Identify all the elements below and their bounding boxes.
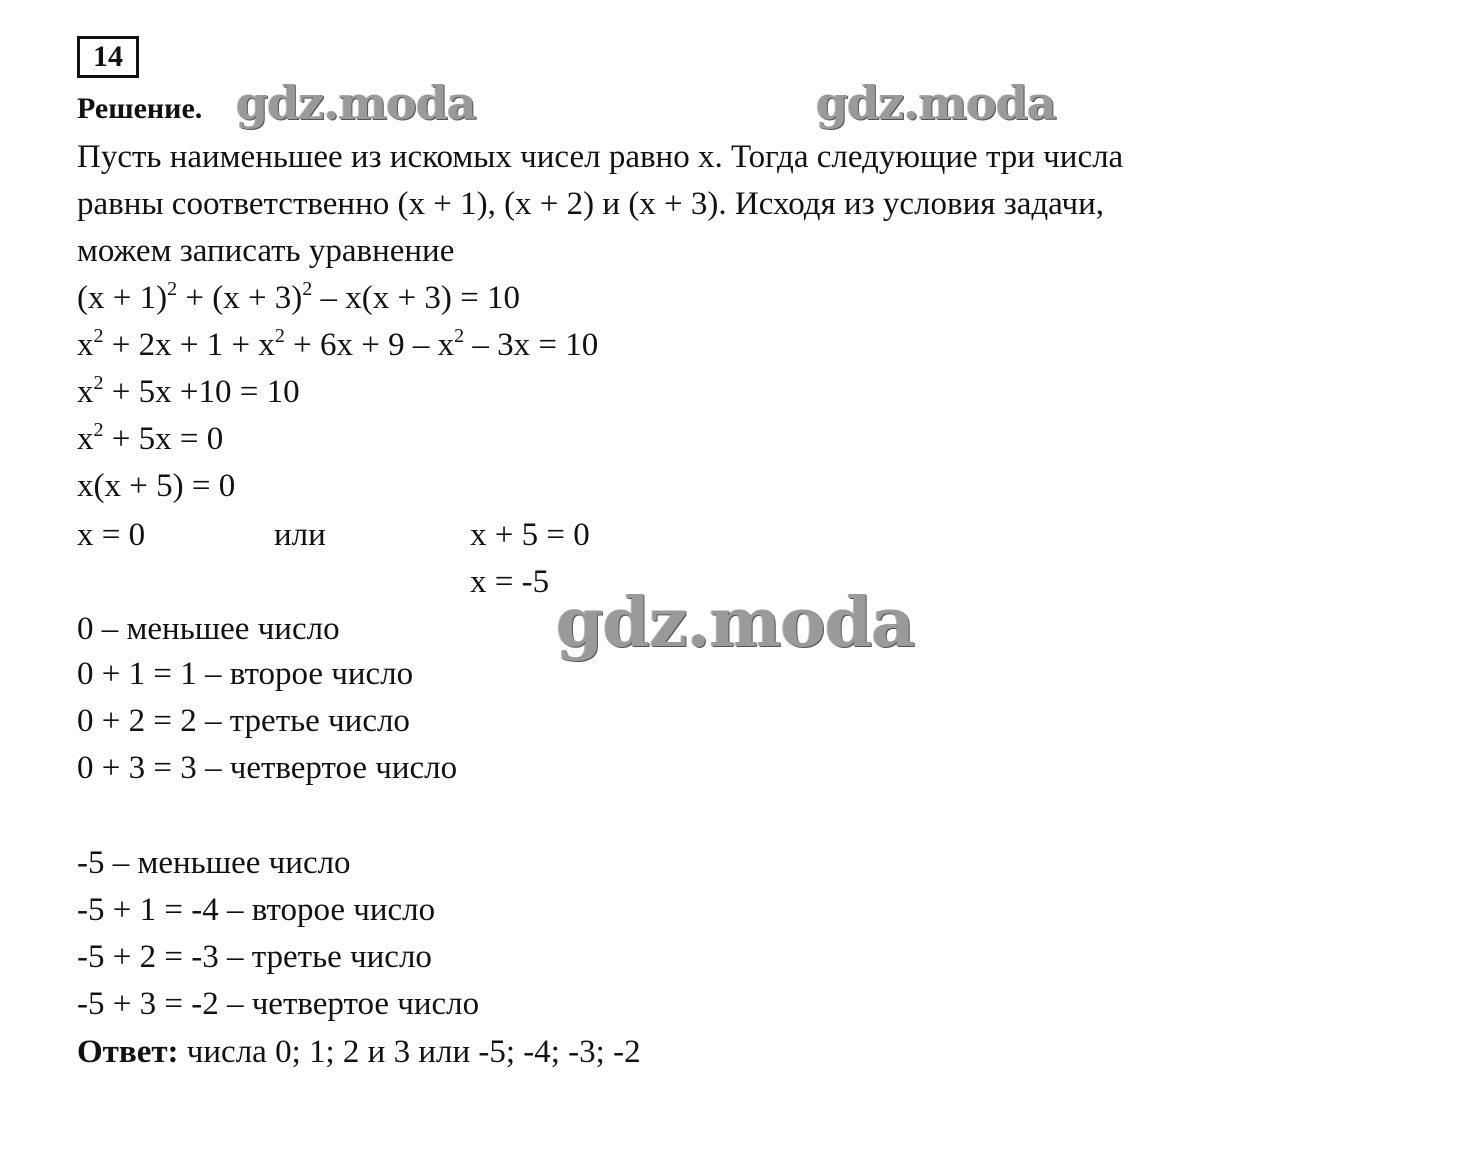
root-left: х = 0 xyxy=(77,517,146,553)
eq4-exp: 2 xyxy=(93,419,104,441)
eq3-exp: 2 xyxy=(93,372,104,394)
eq4-part-2: + 5х = 0 xyxy=(103,421,224,457)
case1-line-1: 0 – меньшее число xyxy=(77,611,340,647)
equation-4 xyxy=(77,419,224,457)
eq3-part-2: + 5х +10 = 10 xyxy=(103,374,300,410)
intro-line-3: можем записать уравнение xyxy=(77,233,455,269)
equation-2 xyxy=(77,325,599,363)
eq4-part-1: х xyxy=(77,421,94,457)
equation-3 xyxy=(77,372,300,410)
eq2-exp-1: 2 xyxy=(93,325,104,347)
intro-line-1: Пусть наименьшее из искомых чисел равно х. Тогда следующие три числа xyxy=(77,139,1124,175)
eq1-exp-a: 2 xyxy=(167,278,178,300)
intro-line-2: равны соответственно (х + 1), (х + 2) и (х + 3). Исходя из условия задачи, xyxy=(77,186,1104,222)
root-right-1: х + 5 = 0 xyxy=(470,517,590,553)
eq1-term-c: – х(х + 3) = 10 xyxy=(312,280,520,316)
problem-number: 14 xyxy=(77,36,139,78)
case1-line-4: 0 + 3 = 3 – четвертое число xyxy=(77,750,458,786)
eq3-part-1: х xyxy=(77,374,94,410)
root-or: или xyxy=(274,517,326,553)
eq2-part-2: + 2х + 1 + х xyxy=(103,327,275,363)
watermark-1: gdz.moda xyxy=(236,76,476,130)
equation-1 xyxy=(77,278,520,316)
case2-line-2: -5 + 1 = -4 – второе число xyxy=(77,892,436,928)
case2-line-4: -5 + 3 = -2 – четвертое число xyxy=(77,986,480,1022)
answer-line xyxy=(77,1036,641,1069)
eq2-part-3: + 6х + 9 – х xyxy=(284,327,455,363)
equation-5: х(х + 5) = 0 xyxy=(77,468,236,504)
case2-line-1: -5 – меньшее число xyxy=(77,845,351,881)
eq1-exp-b: 2 xyxy=(302,278,313,300)
case1-line-3: 0 + 2 = 2 – третье число xyxy=(77,703,410,739)
eq2-exp-3: 2 xyxy=(454,325,465,347)
solution-heading: Решение. xyxy=(77,92,203,125)
case1-line-2: 0 + 1 = 1 – второе число xyxy=(77,656,414,692)
watermark-3: gdz.moda xyxy=(556,583,915,663)
eq1-term-b: + (х + 3) xyxy=(177,280,303,316)
root-right-2: х = -5 xyxy=(470,564,550,600)
case2-line-3: -5 + 2 = -3 – третье число xyxy=(77,939,432,975)
eq2-part-4: – 3х = 10 xyxy=(464,327,599,363)
eq1-term-a: (х + 1) xyxy=(77,280,168,316)
eq2-exp-2: 2 xyxy=(274,325,285,347)
eq2-part-1: х xyxy=(77,327,94,363)
watermark-2: gdz.moda xyxy=(816,76,1056,130)
answer-text: числа 0; 1; 2 и 3 или -5; -4; -3; -2 xyxy=(178,1034,641,1070)
answer-label: Ответ: xyxy=(77,1034,179,1070)
